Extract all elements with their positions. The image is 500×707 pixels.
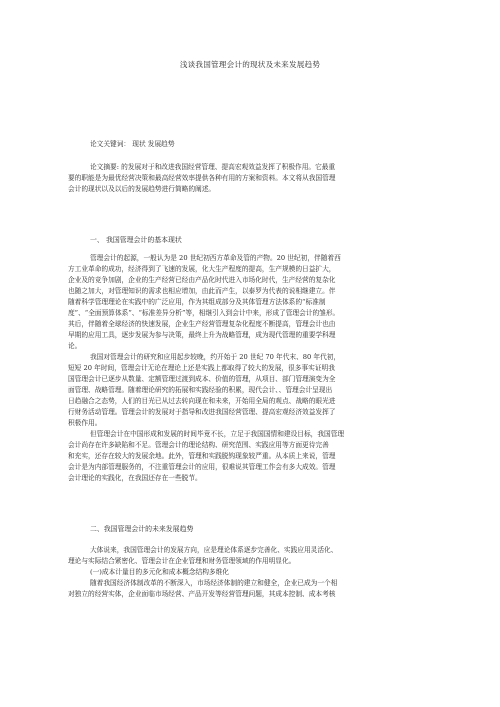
abstract-line: 要的职能是为最优经营决策和最高经营效率提供各种有用的方案和资料。本文将从我国管理 <box>68 174 336 182</box>
paragraph-line: 积极作用。 <box>68 419 102 427</box>
document-title: 浅谈我国管理会计的现状及未来发展趋势 <box>179 60 321 69</box>
paragraph-line: 国管理会计已逐步从数量、定额管理过渡到成本、价值的管理，从项目、部门管理演变为全 <box>68 375 336 383</box>
paragraph-line: 其后，伴随着全球经济的快速发展，企业生产经营管理复杂化程度不断提高，管理会计也由 <box>68 320 336 328</box>
section-2-body <box>68 545 432 600</box>
subheading-line: (一)成本计量目的多元化和成本概念结构多维化 <box>90 568 229 576</box>
abstract-line: 论文摘要: 的发展对于和改进我国经营管理、提高宏观效益发挥了积极作用。它最重 <box>90 163 336 171</box>
keywords <box>68 139 432 150</box>
paragraph-line: 也随之加大，对管理知识的需求也相应增加，由此而产生，以泰罗为代表的说相继建立。伴 <box>68 287 336 295</box>
paragraph-line: 对独立的经营实体，企业面临市场经营、产品开发等经营管理问题，其成本控制、成本考核 <box>68 590 336 598</box>
paragraph-line: 论。 <box>68 342 82 350</box>
paragraph-line: 企业及的竞争加剧，企业的生产经营已经由产品化时代进入市场化时代，生产经营的复杂化 <box>68 276 336 284</box>
abstract-line: 会计的现状以及以后的发展趋势进行简略的阐述。 <box>68 185 216 193</box>
paragraph-line: 但管理会计在中国形成和发展的时间毕竟不长，立足于我国国情和建设目标，我国管理 <box>90 430 345 438</box>
paragraph-line: 会计是为内部管理服务的，不注重管理会计的应用，很难说其管理工作会有多大成效。管理 <box>68 463 336 471</box>
abstract <box>68 162 432 195</box>
paragraph-line: 我国对管理会计的研究和应用起步较晚，约开始于 20 世纪 70 年代末、80 年代初， <box>90 353 341 361</box>
paragraph-line: 会计理论的实践化，在我国还存在一些脱节。 <box>68 474 202 482</box>
paragraph-line: 面管理、战略管理。随着理论研究的拓展和实践经验的积累，现代会计、、管理会计呈现出 <box>68 386 333 394</box>
paragraph-line: 和充实，还存在较大的发展余地。此外，管理和实践脱钩现象较严重。从本质上来说，管理 <box>68 452 336 460</box>
paragraph-line: 随着科学管理理论在实践中的广泛应用，作为其组成部分及其体管理方法体系的“标准制 <box>68 298 326 306</box>
paragraph-line: 大体说来，我国管理会计的发展方向，应是理论体系逐步完善化、实践应用灵活化、 <box>90 546 338 554</box>
paragraph-line: 随着我国经济体制改革的不断深入，市场经济体制的建立和健全，企业已成为一个相 <box>90 579 338 587</box>
paragraph-line: 短短 20 年时间，管理会计无论在理论上还是实践上都取得了较大的发展，很多事实证明我 <box>68 364 335 372</box>
keywords-line: 论文关键词： 现状 发展趋势 <box>90 140 175 148</box>
section-2-heading: 二、我国管理会计的未来发展趋势 <box>90 525 194 533</box>
paragraph-line: 方工业革命的成功，经济得到了飞速的发展，化大生产程度的提高，生产规模的日益扩大， <box>68 265 336 273</box>
paragraph-line: 日趋融合之态势，人们的目光已从过去转向现在和未来，开始用全局的观点、战略的眼光进 <box>68 397 336 405</box>
paragraph-line: 早期的应用工具，逐步发展为参与决策，最终上升为战略管理，成为现代管理的重要学科理 <box>68 331 336 339</box>
paragraph-line: 理论与实际结合紧密化、管理会计在企业管理和财务管理领域的作用明显化。 <box>68 557 296 565</box>
paragraph-line: 度”、“全面预算体系”、“标准差异分析”等，相继引入到会计中来，形成了管理会计的雏形。 <box>68 309 340 317</box>
paragraph-line: 行财务活动管理。管理会计的发展对于指导和改进我国经营管理、提高宏观经济效益发挥了 <box>68 408 336 416</box>
paragraph-line: 管理会计的起源，一般认为是 20 世纪初西方革命及管的产物。20 世纪初，伴随着西 <box>90 254 341 262</box>
paragraph-line: 会计尚存在许多缺陷和不足。管理会计的理论结构、研究范围、实践应用等方面更待完善 <box>68 441 329 449</box>
section-1-heading: 一、 我国管理会计的基本现状 <box>90 236 182 244</box>
section-1-body <box>68 253 432 484</box>
